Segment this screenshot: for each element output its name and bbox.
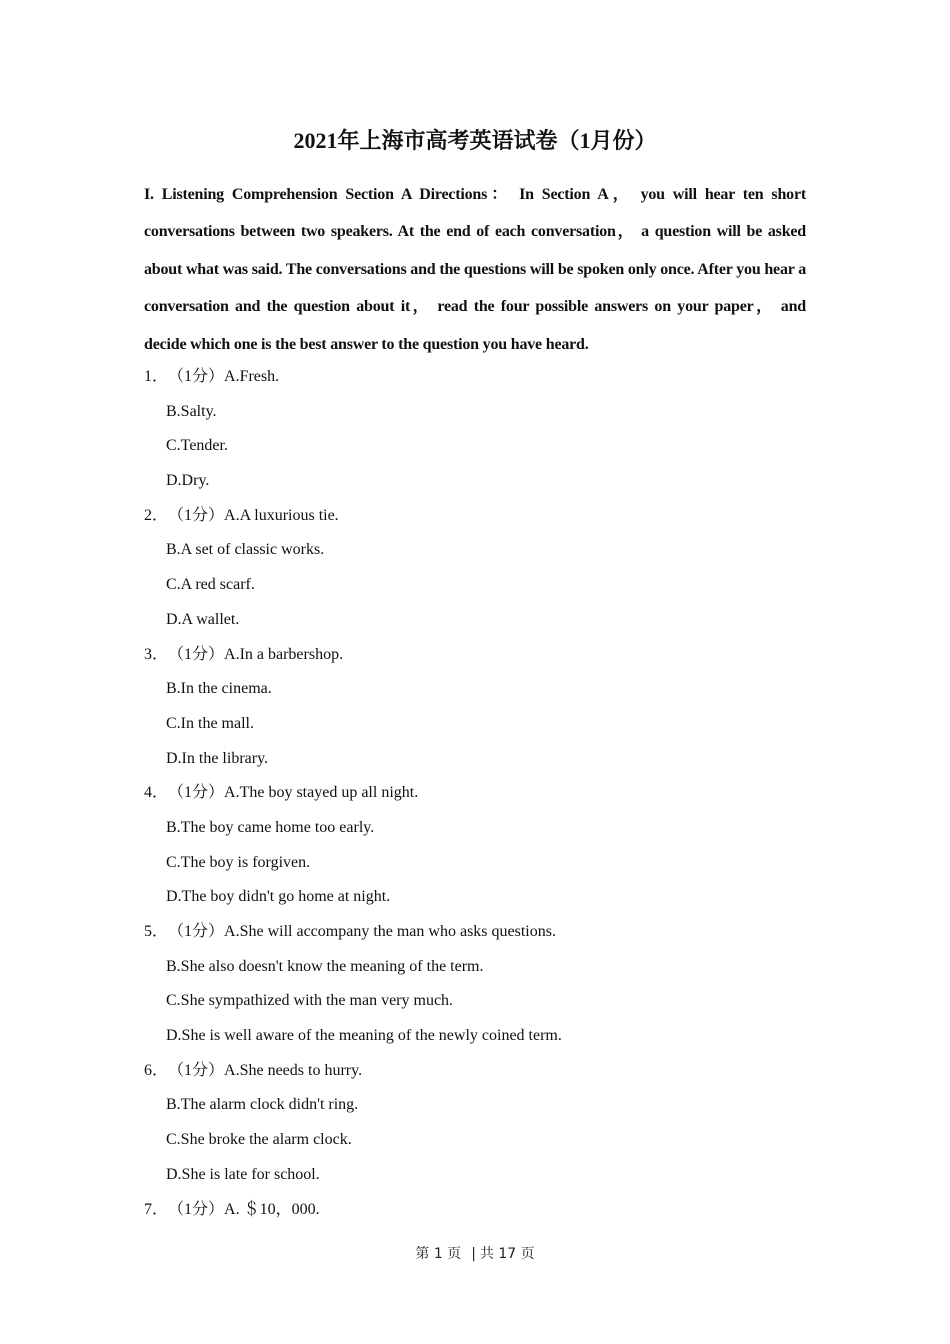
question-number: 6． (144, 1061, 169, 1079)
question-7 (144, 1195, 806, 1230)
footer-separator: | (471, 1246, 476, 1262)
question-3 (144, 640, 806, 675)
option-d: D.In the library. (166, 749, 269, 767)
option-c: C.The boy is forgiven. (166, 853, 311, 871)
option-c: C.Tender. (166, 437, 228, 455)
option-d: D.She is late for school. (166, 1165, 320, 1183)
option-a: A.She needs to hurry. (224, 1061, 363, 1079)
option-b: B.She also doesn't know the meaning of the term. (166, 957, 484, 975)
question-score: （1分） (168, 923, 225, 940)
option-a: A.A luxurious tie. (224, 506, 339, 524)
question-number: 1． (144, 368, 169, 385)
question-5 (144, 917, 806, 952)
option-a: A. ＄10，000. (224, 1200, 320, 1218)
option-d: D.Dry. (166, 472, 210, 490)
page-title: 2021年上海市高考英语试卷（1月份） (293, 128, 657, 153)
option-b: B.Salty. (166, 402, 217, 420)
option-c: C.In the mall. (166, 714, 254, 732)
option-d: D.She is well aware of the meaning of the newly coined term. (166, 1027, 562, 1045)
question-score: （1分） (168, 506, 225, 524)
question-score: （1分） (168, 1200, 225, 1218)
option-b: B.The alarm clock didn't ring. (166, 1096, 359, 1114)
current-page-label: 第 1 页 (415, 1246, 462, 1262)
option-a: A.In a barbershop. (224, 645, 344, 663)
question-number: 5． (144, 923, 169, 940)
question-score: （1分） (168, 1061, 225, 1079)
question-4 (144, 778, 806, 813)
question-2 (144, 501, 806, 536)
question-number: 4． (144, 784, 169, 802)
option-d: D.A wallet. (166, 610, 240, 628)
question-score: （1分） (168, 368, 225, 385)
question-score: （1分） (168, 784, 225, 802)
question-number: 2． (144, 506, 169, 524)
question-6 (144, 1056, 806, 1091)
question-1 (144, 362, 806, 397)
option-c: C.She broke the alarm clock. (166, 1131, 352, 1149)
question-list (144, 362, 806, 1229)
option-a: A.She will accompany the man who asks questions. (224, 923, 556, 940)
section-directions: I. Listening Comprehension Section A Directions： In Section A， you will hear ten short conversations between two speakers. At the end of each conversation， a question will be asked about what was said. The conversations and the questions will be spoken only once. After you hear a conversation and the question about it， read the four possible answers on your paper， and decide which one is the best answer to the question you have heard. (144, 186, 806, 353)
option-c: C.A red scarf. (166, 576, 255, 594)
option-b: B.A set of classic works. (166, 541, 325, 559)
question-score: （1分） (168, 645, 225, 663)
question-number: 7． (144, 1200, 169, 1218)
total-pages-label: 共 17 页 (479, 1246, 535, 1262)
option-d: D.The boy didn't go home at night. (166, 888, 391, 906)
option-b: B.In the cinema. (166, 680, 272, 698)
option-b: B.The boy came home too early. (166, 818, 375, 836)
option-a: A.Fresh. (224, 368, 280, 385)
page-footer (0, 1243, 950, 1263)
option-a: A.The boy stayed up all night. (224, 784, 419, 802)
question-number: 3． (144, 645, 169, 663)
option-c: C.She sympathized with the man very much. (166, 992, 454, 1010)
